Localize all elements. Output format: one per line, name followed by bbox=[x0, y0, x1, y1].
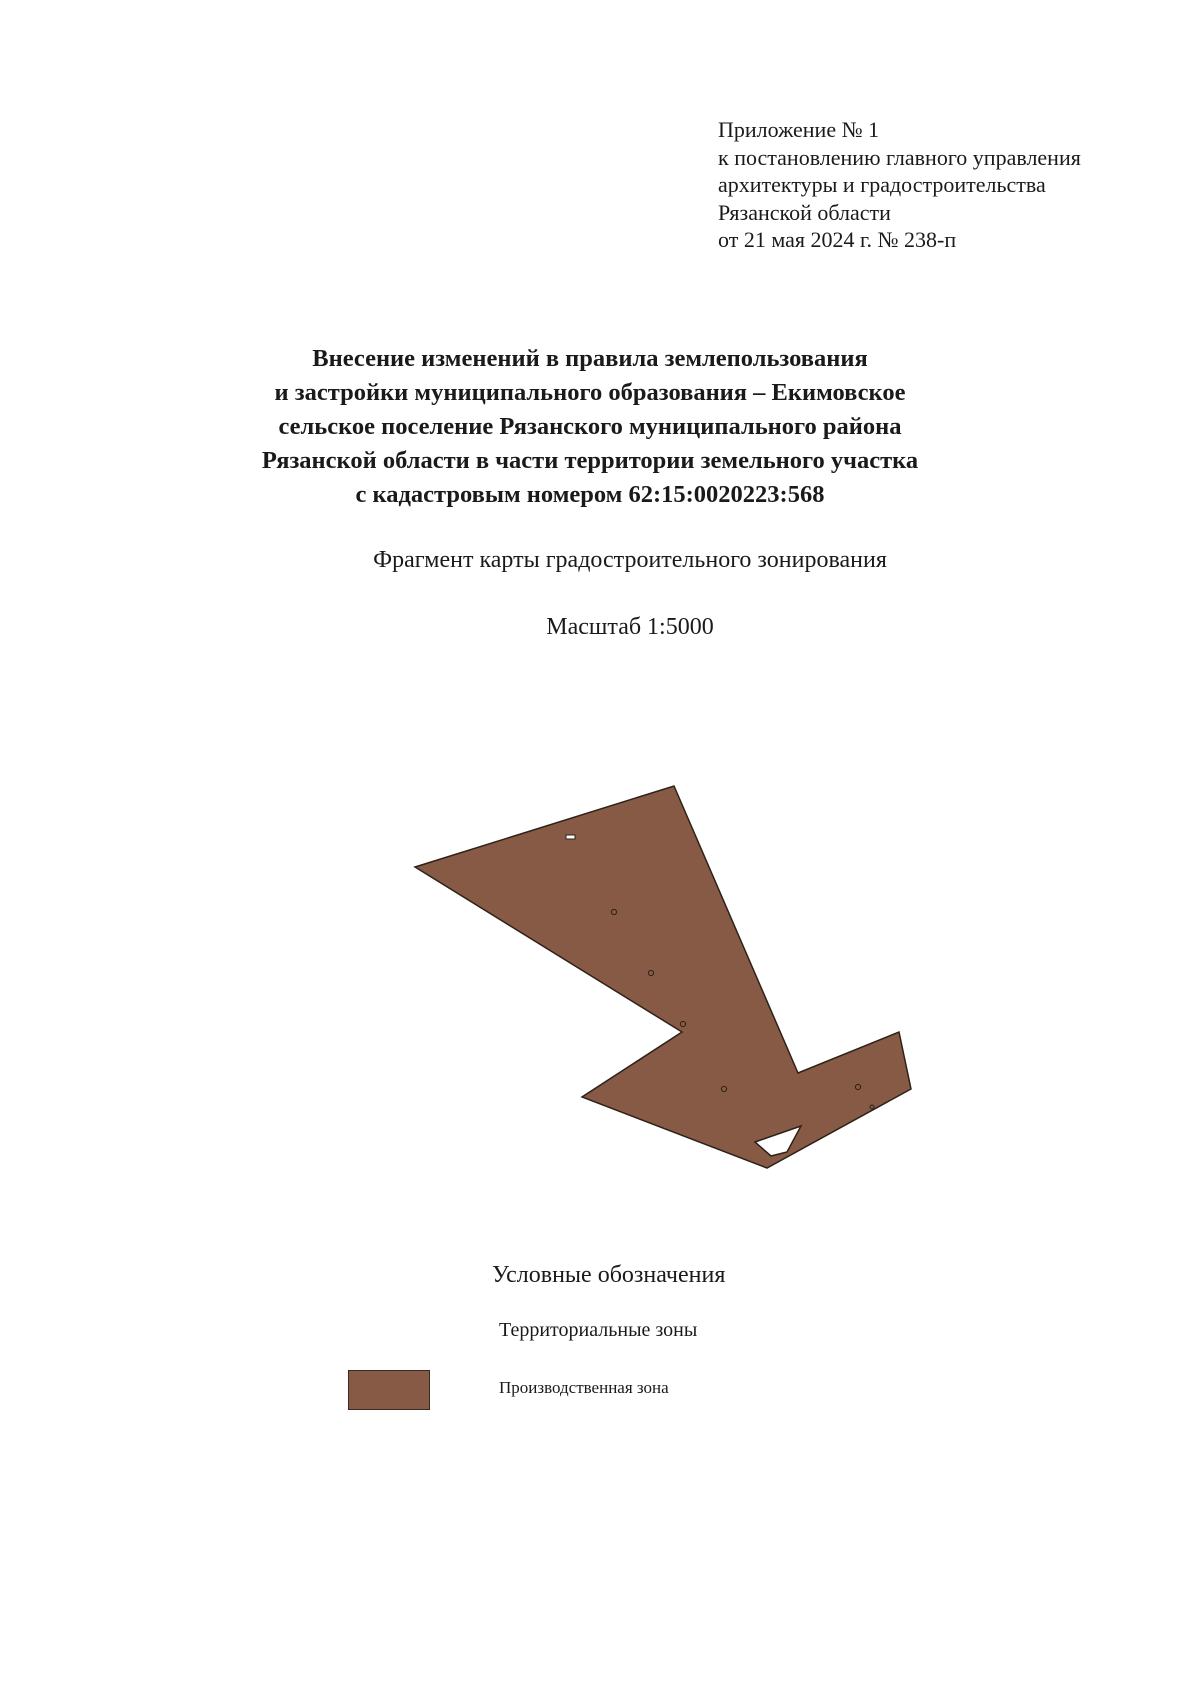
title-line: и застройки муниципального образования – Екимовское bbox=[274, 379, 906, 406]
legend-title: Условные обозначения bbox=[492, 1262, 726, 1288]
title-line: с кадастровым номером 62:15:0020223:568 bbox=[355, 481, 825, 508]
title-line: сельское поселение Рязанского муниципального района bbox=[278, 413, 902, 440]
title-line: Рязанской области в части территории земельного участка bbox=[261, 447, 919, 474]
appendix-line: к постановлению главного управления bbox=[718, 144, 1081, 170]
appendix-line: Рязанской области bbox=[718, 199, 891, 225]
legend-section-title: Территориальные зоны bbox=[499, 1319, 698, 1341]
map-scale: Масштаб 1:5000 bbox=[546, 614, 714, 640]
map-subtitle: Фрагмент карты градостроительного зонирования bbox=[373, 547, 887, 573]
appendix-line: Приложение № 1 bbox=[718, 117, 880, 142]
legend-swatch-production-zone bbox=[348, 1370, 430, 1410]
appendix-line: архитектуры и градостроительства bbox=[718, 172, 1046, 197]
legend-label-production-zone: Производственная зона bbox=[499, 1378, 669, 1397]
appendix-line: от 21 мая 2024 г. № 238-п bbox=[718, 227, 957, 252]
title-line: Внесение изменений в правила землепользования bbox=[312, 345, 868, 372]
production-zone-parcel bbox=[415, 786, 911, 1168]
parcel-marker bbox=[566, 835, 575, 839]
